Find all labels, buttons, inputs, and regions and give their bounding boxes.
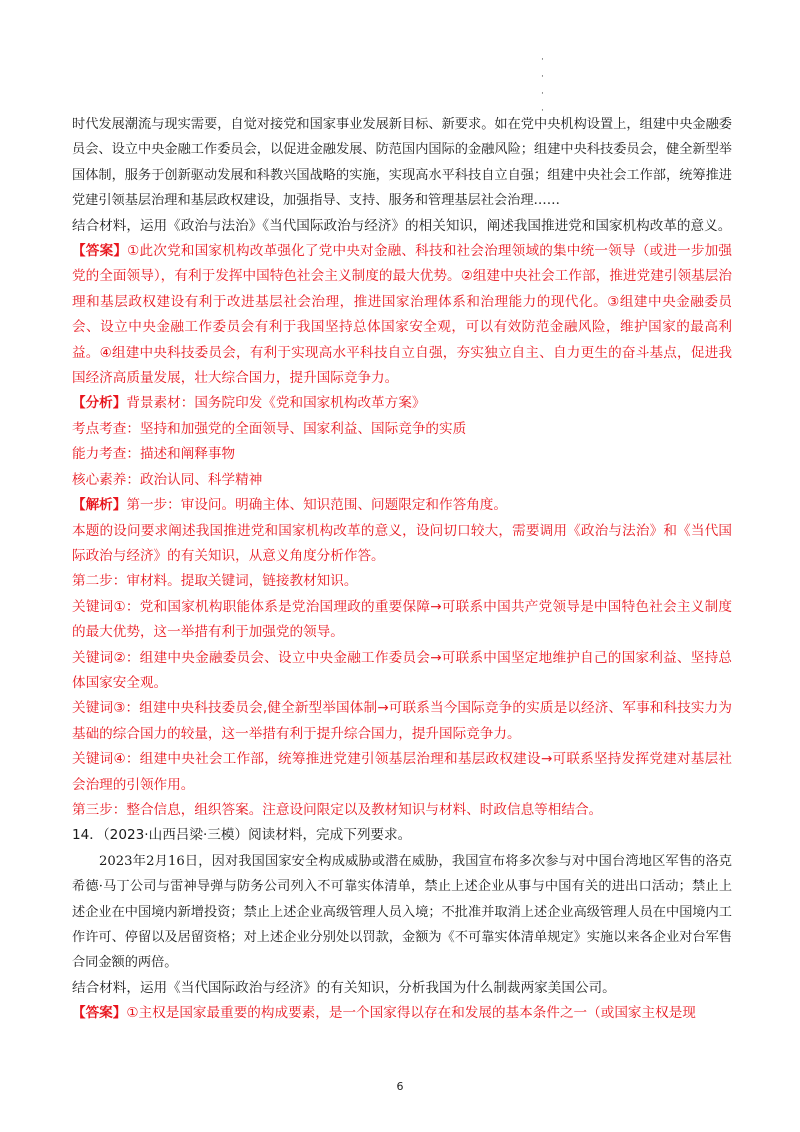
answer-13-text: ①此次党和国家机构改革强化了党中央对金融、科技和社会治理领域的集中统一领导（或进一步加强党的全面领导），有利于发挥中国特色社会主义制度的最大优势。②组建中央社会工作部，推进党建引领基层治理和基层政权建设有利于改进基层社会治理，推进国家治理体系和治理能力的现代化。③组建中央金融委员会、设立中央金融工作委员会有利于我国坚持总体国家安全观，可以有效防范金融风险，维护国家的最高利益。④组建中央科技委员会，有利于实现高水平科技自立自强，夯实独立自主、自力更生的奋斗基点，促进我国经济高质量发展，壮大综合国力，提升国际竞争力。 [72, 243, 733, 387]
material-text: 时代发展潮流与现实需要，自觉对接党和国家事业发展新目标、新要求。如在党中央机构设置上，组建中央金融委员会、设立中央金融工作委员会，以促进金融发展、防范国内国际的金融风险；组建中央科技委员会，健全新型举国体制，服务于创新驱动发展和科教兴国战略的实施，实现高水平科技自立自强；组建中央社会工作部，统筹推进党建引领基层治理和基层政权建设，加强指导、支持、服务和管理基层社会治理…… [72, 117, 732, 209]
header-dots: · · · · [541, 55, 544, 116]
document-page [72, 112, 732, 1027]
question-14-material: 2023年2月16日，因对我国国家安全构成威胁或潜在威胁，我国宣布将多次参与对中国台湾地区军售的洛克希德·马丁公司与雷神导弹与防务公司列入不可靠实体清单，禁止上述企业从事与中国有关的进出口活动；禁止上述企业在中国境内新增投资；禁止上述企业高级管理人员入境；不批准并取消上述企业高级管理人员在中国境内工作许可、停留以及居留资格；对上述企业分别处以罚款，金额为《不可靠实体清单规定》实施以来各企业对台军售合同金额的两倍。 [72, 853, 732, 971]
question-14-prompt: 结合材料，运用《当代国际政治与经济》的有关知识，分析我国为什么制裁两家美国公司。 [72, 979, 616, 996]
analysis-ability: 能力考查：描述和阐释事物 [72, 446, 236, 463]
answer-tag: 【答案】 [72, 243, 128, 260]
explanation-step1 [72, 493, 732, 518]
analysis-tag: 【分析】 [72, 395, 127, 412]
explanation-keyword-4: 关键词④：组建中央社会工作部，统筹推进党建引领基层治理和基层政权建设→可联系坚持发挥党建对基层社会治理的引领作用。 [72, 751, 732, 793]
analysis-background [72, 391, 732, 416]
analysis-literacy: 核心素养：政治认同、科学精神 [72, 471, 263, 488]
answer-14-text: ①主权是国家最重要的构成要素，是一个国家得以存在和发展的基本条件之一（或国家主权是现 [126, 1005, 696, 1022]
explanation-step2: 第二步：审材料。提取关键词，链接教材知识。 [72, 573, 358, 590]
explanation-step1-text: 第一步：审设问。明确主体、知识范围、问题限定和作答角度。 [126, 497, 507, 514]
question-13-prompt: 结合材料，运用《政治与法治》《当代国际政治与经济》的相关知识，阐述我国推进党和国家机构改革的意义。 [72, 217, 732, 234]
explanation-keyword-1: 关键词①：党和国家机构职能体系是党治国理政的重要保障→可联系中国共产党领导是中国特色社会主义制度的最大优势，这一举措有利于加强党的领导。 [72, 598, 732, 641]
analysis-background-text: 背景素材：国务院印发《党和国家机构改革方案》 [126, 395, 426, 412]
analysis-exam-points: 考点考查：坚持和加强党的全面领导、国家利益、国际竞争的实质 [72, 420, 467, 437]
explanation-step1-detail: 本题的设问要求阐述我国推进党和国家机构改革的意义，设问切口较大，需要调用《政治与法治》和《当代国际政治与经济》的有关知识，从意义角度分析作答。 [72, 522, 732, 564]
answer-14 [72, 1001, 732, 1026]
explanation-step3: 第三步：整合信息，组织答案。注意设问限定以及教材知识与材料、时政信息等相结合。 [72, 801, 603, 818]
explanation-keyword-3: 关键词③：组建中央科技委员会,健全新型举国体制→可联系当今国际竞争的实质是以经济、军事和科技实力为基础的综合国力的较量，这一举措有利于提升综合国力，提升国际竞争力。 [72, 700, 732, 742]
question-14-header: 14．（2023·山西吕梁·三模）阅读材料，完成下列要求。 [72, 827, 412, 844]
explanation-keyword-2: 关键词②：组建中央金融委员会、设立中央金融工作委员会→可联系中国坚定地维护自己的国家利益、坚持总体国家安全观。 [72, 649, 732, 691]
page-number: 6 [396, 1080, 404, 1093]
answer-14-tag: 【答案】 [72, 1005, 127, 1022]
answer-13 [72, 239, 732, 391]
explanation-tag: 【解析】 [72, 497, 127, 514]
